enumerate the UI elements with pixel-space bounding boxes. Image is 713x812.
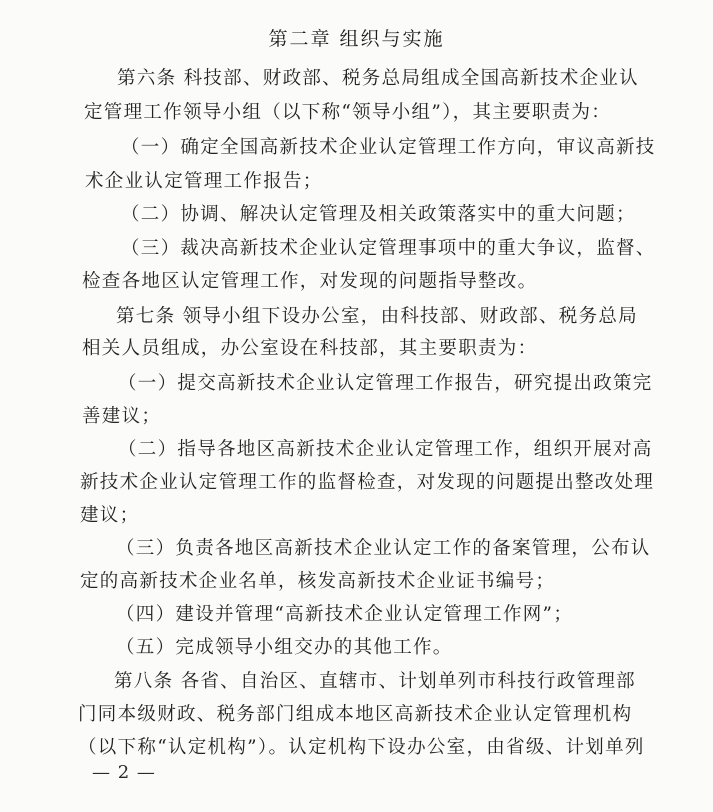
text-line: （二）指导各地区高新技术企业认定管理工作，组织开展对高 [118,439,653,460]
text-line: 相关人员组成，办公室设在科技部，其主要职责为： [82,338,538,359]
text-line: 善建议； [82,406,162,427]
text-line: 第六条 科技部、财政部、税务总局组成全国高新技术企业认 [117,68,639,89]
text-line: 术企业认定管理工作报告； [85,171,323,192]
text-line: （以下称“认定机构”）。认定机构下设办公室，由省级、计划单列 [78,737,645,758]
text-line: 建议； [80,505,140,526]
text-line: （三）负责各地区高新技术企业认定工作的备案管理，公布认 [116,538,651,559]
text-line: （一）确定全国高新技术企业认定管理工作方向，审议高新技 [121,137,656,158]
page-number: — 2 — [92,762,156,783]
text-line: （五）完成领导小组交办的其他工作。 [116,637,453,658]
text-line: （三）裁决高新技术企业认定管理事项中的重大争议，监督、 [121,238,656,259]
text-line: 第七条 领导小组下设办公室，由科技部、财政部、税务总局 [116,306,638,327]
text-line: （一）提交高新技术企业认定管理工作报告，研究提出政策完 [118,373,653,394]
text-line: 第八条 各省、自治区、直辖市、计划单列市科技行政管理部 [114,671,636,692]
text-line: 新技术企业认定管理工作的监督检查，对发现的问题提出整改处理 [80,472,655,493]
text-line: 定管理工作领导小组（以下称“领导小组”），其主要职责为： [84,102,612,123]
text-line: 检查各地区认定管理工作，对发现的问题指导整改。 [82,271,538,292]
text-line: 门同本级财政、税务部门组成本地区高新技术企业认定管理机构 [78,704,633,725]
text-line: （二）协调、解决认定管理及相关政策落实中的重大问题； [121,204,636,225]
text-line: （四）建设并管理“高新技术企业认定管理工作网”； [116,604,574,625]
chapter-title: 第二章 组织与实施 [268,28,445,50]
text-line: 定的高新技术企业名单，核发高新技术企业证书编号； [80,571,556,592]
